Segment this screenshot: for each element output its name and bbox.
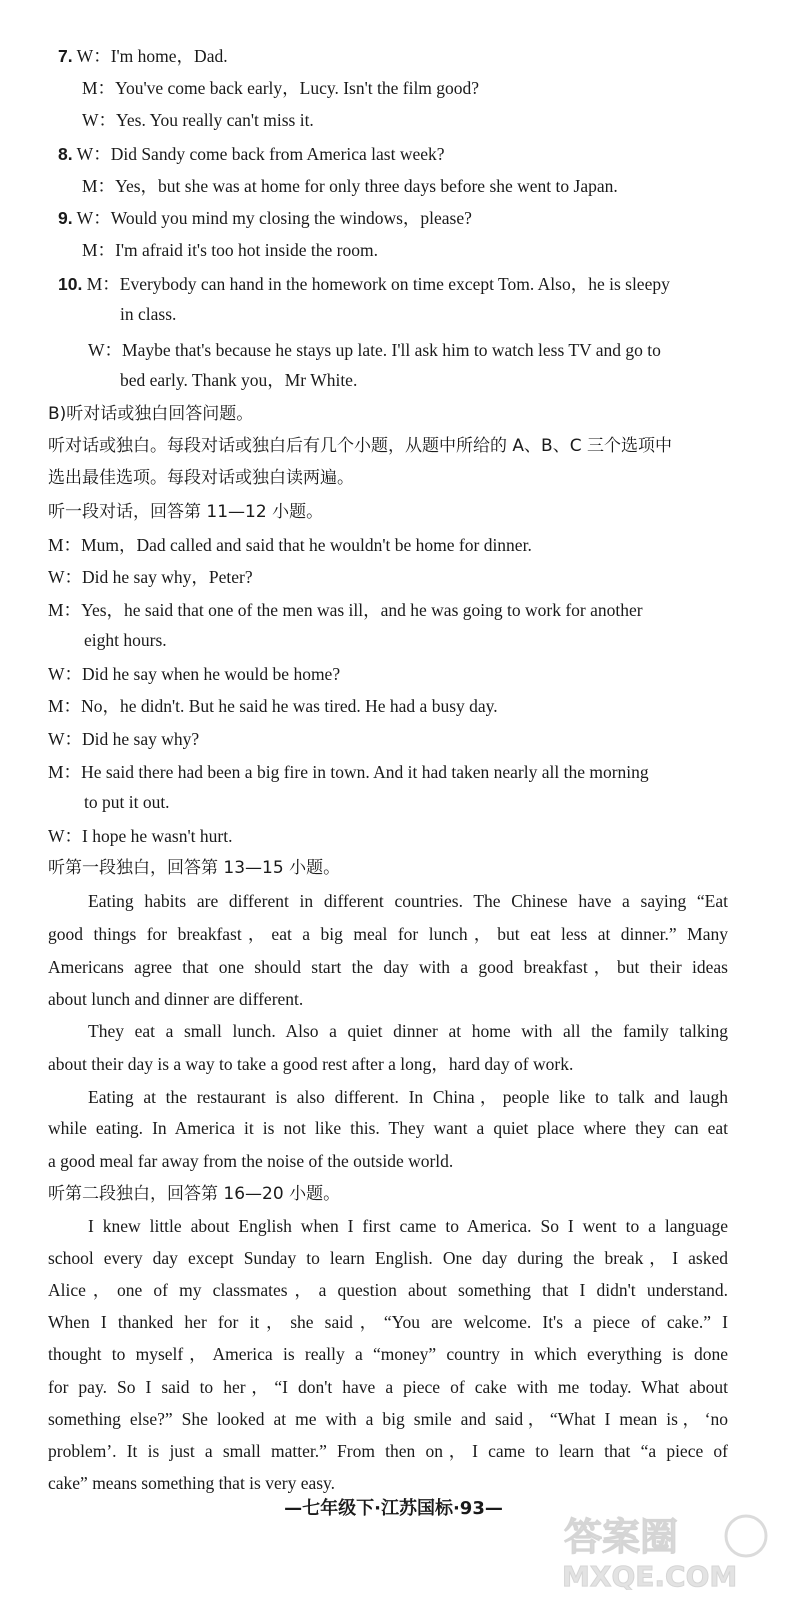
dialogue-text: Did he say why? — [82, 729, 200, 749]
question-number: 10. — [58, 274, 83, 294]
dialogue-text: Yes. You really can't miss it. — [116, 110, 314, 130]
m1-line-7: Eating at the restaurant is also different. In China，people like to talk and laugh — [88, 1087, 728, 1107]
dialogue-text: He said there had been a big fire in town. And it had taken nearly all the morning — [81, 762, 649, 782]
dialogue-text: Would you mind my closing the windows，please? — [110, 208, 472, 228]
m1-line-3: Americans agree that one should start the day with a good breakfast，but their ideas — [48, 957, 728, 977]
dialogue-text: Did Sandy come back from America last week? — [110, 144, 445, 164]
d2-line-5 — [48, 694, 498, 718]
m1-line-4: about lunch and dinner are different. — [48, 989, 304, 1009]
dialogue-text: Everybody can hand in the homework on time except Tom. Also，he is sleepy — [119, 274, 670, 294]
speaker: W： — [76, 208, 111, 228]
speaker: M： — [82, 240, 116, 260]
m1-line-8: while eating. In America it is not like this. They want a quiet place where they can eat — [48, 1118, 728, 1138]
d2-line-3-cont: eight hours. — [84, 630, 167, 650]
m1-line-9: a good meal far away from the noise of the outside world. — [48, 1151, 454, 1171]
d2-line-3 — [48, 598, 643, 622]
dialogue-text: I'm afraid it's too hot inside the room. — [115, 240, 378, 260]
m2-line-4: When I thanked her for it，she said，“You are welcome. It's a piece of cake.” I — [48, 1312, 728, 1332]
dialogue-7-line-1 — [58, 44, 228, 68]
speaker: M： — [86, 274, 120, 294]
dialogue-8-line-2 — [82, 174, 618, 198]
dialogue-9-line-2 — [82, 238, 378, 262]
m2-line-8: problem’. It is just a small matter.” From then on，I came to learn that “a piece of — [48, 1441, 728, 1461]
dialogue-text: Did he say when he would be home? — [82, 664, 341, 684]
monologue-2-heading: 听第二段独白，回答第 16—20 小题。 — [48, 1184, 341, 1204]
m2-line-2: school every day except Sunday to learn English. One day during the break，I asked — [48, 1248, 728, 1268]
section-b-instructions-2: 选出最佳选项。每段对话或独白读两遍。 — [48, 468, 354, 488]
dialogue-text: Yes，but she was at home for only three days before she went to Japan. — [115, 176, 618, 196]
monologue-1-heading: 听第一段独白，回答第 13—15 小题。 — [48, 858, 341, 878]
m2-line-7: something else?” She looked at me with a big smile and said，“What I mean is，‘no — [48, 1409, 728, 1429]
d2-line-8 — [48, 824, 232, 848]
dialogue-text: Yes，he said that one of the men was ill，and he was going to work for another — [81, 600, 643, 620]
speaker: W： — [48, 567, 83, 587]
dialogue-text: You've come back early，Lucy. Isn't the film good? — [115, 78, 480, 98]
dialogue-text: Maybe that's because he stays up late. I'll ask him to watch less TV and go to — [122, 340, 661, 360]
m1-line-6: about their day is a way to take a good rest after a long，hard day of work. — [48, 1054, 574, 1074]
dialogue-text: No，he didn't. But he said he was tired. He had a busy day. — [81, 696, 498, 716]
q11-12-heading: 听一段对话，回答第 11—12 小题。 — [48, 502, 324, 522]
m2-line-5: thought to myself，America is really a “money” country in which everything is done — [48, 1344, 728, 1364]
speaker: W： — [48, 664, 83, 684]
speaker: W： — [88, 340, 123, 360]
d2-line-7-cont: to put it out. — [84, 792, 170, 812]
speaker: W： — [76, 144, 111, 164]
m1-line-5: They eat a small lunch. Also a quiet dinner at home with all the family talking — [88, 1021, 728, 1041]
d2-line-4 — [48, 662, 340, 686]
m2-line-3: Alice，one of my classmates，a question about something that I didn't understand. — [48, 1280, 728, 1300]
speaker: W： — [48, 826, 83, 846]
question-number: 8. — [58, 144, 73, 164]
speaker: M： — [48, 600, 82, 620]
watermark-logo — [556, 1510, 781, 1590]
page-footer: —七年级下·江苏国标·93— — [284, 1498, 503, 1519]
watermark-top-text: 答案圈 — [564, 1515, 679, 1559]
dialogue-10-line-1 — [58, 272, 670, 296]
dialogue-text: Did he say why，Peter? — [82, 567, 253, 587]
dialogue-7-line-2 — [82, 76, 479, 100]
m2-line-9: cake” means something that is very easy. — [48, 1473, 336, 1493]
speaker: W： — [82, 110, 117, 130]
d2-line-6 — [48, 727, 199, 751]
speaker: M： — [82, 78, 116, 98]
d2-line-7 — [48, 760, 649, 784]
dialogue-text: I'm home，Dad. — [110, 46, 228, 66]
dialogue-10-line-1-cont: in class. — [120, 304, 177, 324]
dialogue-9-line-1 — [58, 206, 472, 230]
dialogue-8-line-1 — [58, 142, 445, 166]
m2-line-1: I knew little about English when I first came to America. So I went to a language — [88, 1216, 728, 1236]
dialogue-7-line-3 — [82, 108, 314, 132]
dialogue-text: I hope he wasn't hurt. — [82, 826, 233, 846]
watermark-bottom-text: MXQE.COM — [562, 1560, 738, 1590]
speaker: W： — [76, 46, 111, 66]
m1-line-1: Eating habits are different in different countries. The Chinese have a saying “Eat — [88, 891, 728, 911]
m1-line-2: good things for breakfast，eat a big meal for lunch，but eat less at dinner.” Many — [48, 924, 728, 944]
dialogue-text: Mum，Dad called and said that he wouldn't be home for dinner. — [81, 535, 532, 555]
speaker: M： — [48, 762, 82, 782]
speaker: W： — [48, 729, 83, 749]
speaker: M： — [82, 176, 116, 196]
d2-line-1 — [48, 533, 532, 557]
section-b-instructions-1: 听对话或独白。每段对话或独白后有几个小题，从题中所给的 A、B、C 三个选项中 — [48, 436, 672, 456]
m2-line-6: for pay. So I said to her，“I don't have a piece of cake with me today. What about — [48, 1377, 728, 1397]
d2-line-2 — [48, 565, 253, 589]
question-number: 7. — [58, 46, 73, 66]
section-b-heading: B)听对话或独白回答问题。 — [48, 404, 254, 424]
speaker: M： — [48, 696, 82, 716]
dialogue-10-line-2-cont: bed early. Thank you，Mr White. — [120, 370, 358, 390]
question-number: 9. — [58, 208, 73, 228]
dialogue-10-line-2 — [88, 338, 661, 362]
speaker: M： — [48, 535, 82, 555]
